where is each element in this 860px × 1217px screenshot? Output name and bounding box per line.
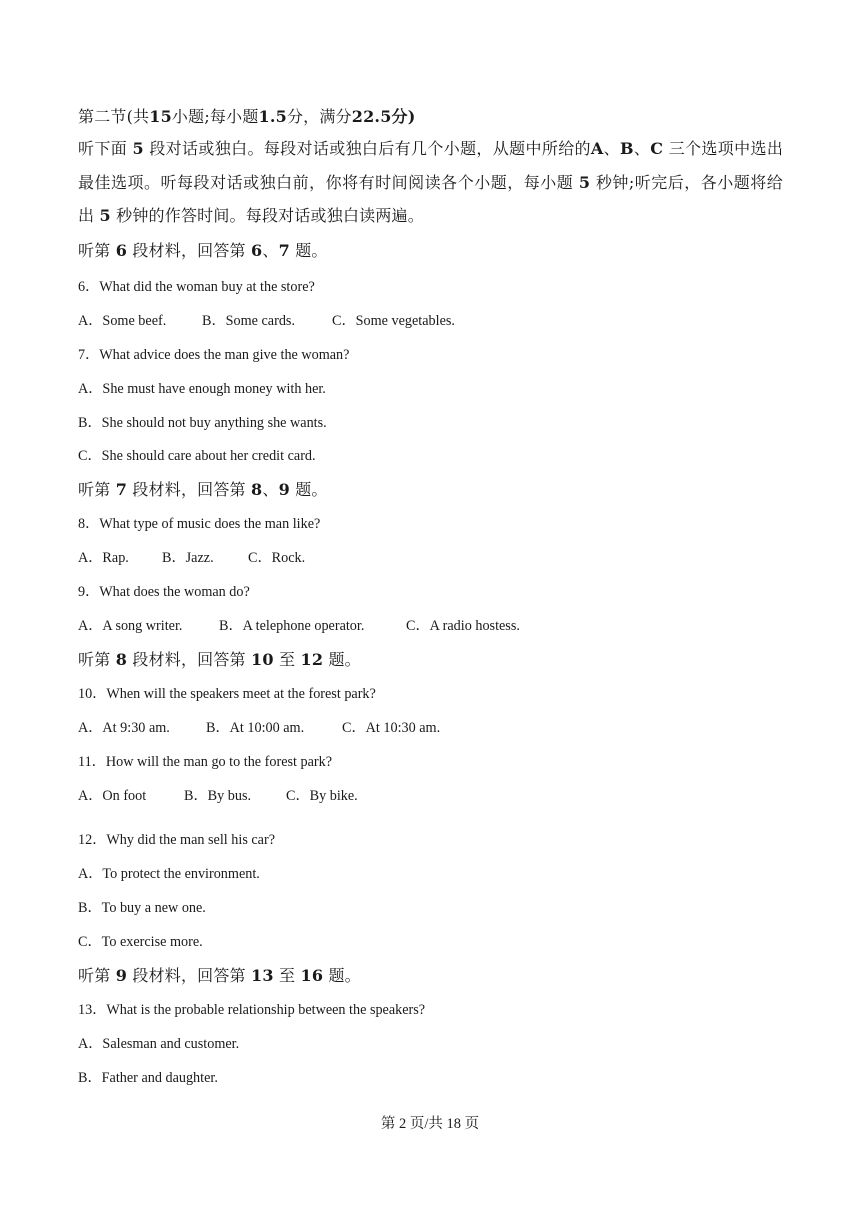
option-a: A．To protect the environment.	[78, 866, 260, 882]
instructions-text: 三个选项中选出最佳选项。听每段对话或独白前，你将有时间阅读各个小题，每小题	[78, 139, 784, 192]
question-10: 10．When will the speakers meet at the forest park?	[78, 686, 376, 702]
group-text: 题。	[295, 480, 328, 499]
group-heading-8	[78, 647, 361, 670]
option-c: C．To exercise more.	[78, 934, 203, 950]
instructions-text: 听下面	[78, 139, 128, 158]
question-13: 13．What is the probable relationship between the speakers?	[78, 1002, 426, 1018]
group-question-end: 16	[300, 966, 324, 985]
instructions-paragraph	[78, 132, 783, 233]
options-10	[78, 717, 440, 737]
question-12: 12．Why did the man sell his car?	[78, 832, 275, 848]
option-b: B．She should not buy anything she wants.	[78, 415, 327, 431]
instructions-text: 段对话或独白。每段对话或独白后有几个小题，从题中所给的	[149, 139, 591, 158]
separator: 、	[262, 241, 279, 260]
separator: 、	[633, 139, 651, 158]
question-11: 11．How will the man go to the forest park?	[78, 754, 333, 770]
heading-count: 15	[149, 107, 172, 126]
option-b: B．Father and daughter.	[78, 1070, 218, 1086]
instructions-number: 5	[132, 139, 144, 158]
question-9: 9．What does the woman do?	[78, 584, 250, 600]
group-text: 段材料，回答第	[132, 241, 246, 260]
options-9	[78, 615, 520, 635]
group-number: 9	[115, 966, 128, 985]
option-a: A．A song writer.	[78, 618, 183, 634]
group-heading-6	[78, 238, 328, 261]
instructions-text: 秒钟的作答时间。每段对话或独白读两遍。	[116, 206, 424, 226]
option-a: A．Some beef.	[78, 313, 167, 329]
group-text: 题。	[328, 650, 361, 669]
group-question-end: 9	[278, 480, 290, 499]
page-footer: 第 2 页/共 18 页	[380, 1116, 480, 1132]
group-question-end: 12	[300, 650, 324, 669]
heading-points: 1.5	[258, 107, 287, 126]
option-a: A．Salesman and customer.	[78, 1036, 240, 1052]
option-b: B．By bus.	[184, 788, 252, 804]
group-number: 7	[115, 480, 128, 499]
option-letter: C	[650, 139, 664, 158]
separator: 、	[603, 139, 621, 158]
option-a: A．She must have enough money with her.	[78, 381, 326, 397]
group-text: 段材料，回答第	[132, 480, 246, 499]
options-8	[78, 547, 305, 567]
option-letter: A	[590, 139, 604, 158]
group-text: 段材料，回答第	[132, 966, 246, 985]
question-7: 7．What advice does the man give the woman?	[78, 347, 350, 363]
question-6: 6．What did the woman buy at the store?	[78, 279, 315, 295]
option-c: C．Some vegetables.	[332, 313, 455, 329]
group-text: 听第	[78, 480, 111, 499]
group-text: 题。	[295, 241, 328, 260]
option-a: A．Rap.	[78, 550, 129, 566]
heading-total: 22.5	[351, 107, 392, 126]
group-number: 6	[115, 241, 128, 260]
group-text: 听第	[78, 650, 111, 669]
heading-text: 分，满分	[286, 107, 352, 126]
option-b: B．A telephone operator.	[219, 618, 365, 634]
option-a: A．At 9:30 am.	[78, 720, 170, 736]
heading-text: 小题;每小题	[171, 107, 259, 126]
group-text: 题。	[328, 966, 361, 985]
instructions-number: 5	[99, 206, 111, 226]
option-b: B．Some cards.	[202, 313, 295, 329]
option-c: C．She should care about her credit card.	[78, 448, 316, 464]
options-11	[78, 785, 358, 805]
separator: 至	[279, 966, 296, 985]
group-question-start: 6	[251, 241, 263, 260]
separator: 至	[279, 650, 296, 669]
option-b: B．Jazz.	[162, 550, 214, 566]
group-text: 听第	[78, 241, 111, 260]
option-b: B．At 10:00 am.	[206, 720, 305, 736]
option-a: A．On foot	[78, 788, 147, 804]
group-question-start: 13	[251, 966, 274, 985]
option-c: C．By bike.	[286, 788, 358, 804]
section-heading	[78, 104, 416, 127]
heading-text: 分)	[391, 107, 416, 126]
options-6	[78, 310, 455, 330]
instructions-text: 秒钟;听完后，各小题将给出	[78, 172, 783, 226]
group-question-end: 7	[278, 241, 290, 260]
separator: 、	[262, 480, 279, 499]
option-c: C．A radio hostess.	[406, 618, 520, 634]
option-c: C．Rock.	[248, 550, 306, 566]
group-question-start: 10	[251, 650, 274, 669]
heading-text: 第二节(共	[78, 107, 150, 126]
group-number: 8	[115, 650, 128, 669]
group-text: 听第	[78, 966, 111, 985]
option-letter: B	[620, 139, 634, 158]
option-b: B．To buy a new one.	[78, 900, 206, 916]
group-text: 段材料，回答第	[132, 650, 246, 669]
option-c: C．At 10:30 am.	[342, 720, 441, 736]
group-heading-9	[78, 963, 361, 986]
group-question-start: 8	[251, 480, 263, 499]
instructions-number: 5	[578, 172, 591, 192]
group-heading-7	[78, 477, 328, 500]
question-8: 8．What type of music does the man like?	[78, 516, 321, 532]
